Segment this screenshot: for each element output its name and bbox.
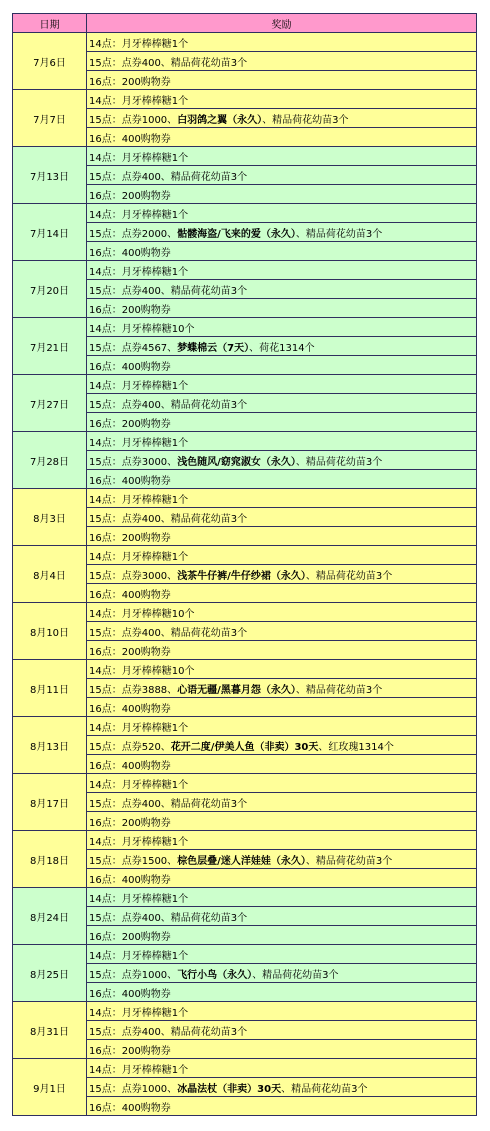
reward-cell	[87, 774, 477, 793]
reward-cell	[87, 204, 477, 223]
reward-text: 15点：点券4567、	[89, 342, 178, 354]
reward-text: 14点：月牙棒棒糖1个	[89, 494, 189, 506]
table-body	[13, 33, 477, 1116]
table-row	[13, 375, 477, 394]
reward-text: 、精品荷花幼苗3个	[295, 228, 383, 240]
reward-cell	[87, 318, 477, 337]
date-cell: 7月6日	[13, 33, 87, 90]
reward-text: 16点：400购物券	[89, 1102, 171, 1114]
reward-text: 16点：200购物券	[89, 817, 171, 829]
reward-cell	[87, 147, 477, 166]
reward-cell	[87, 109, 477, 128]
reward-item-name: 棕色层叠/迷人洋娃娃（永久）	[177, 855, 306, 867]
reward-text: 16点：400购物券	[89, 589, 171, 601]
reward-text: 15点：点券400、精品荷花幼苗3个	[89, 627, 248, 639]
reward-item-name: 梦蝶棉云（7天）	[177, 342, 250, 354]
reward-text: 15点：点券400、精品荷花幼苗3个	[89, 171, 248, 183]
table-row	[13, 546, 477, 565]
reward-text: 14点：月牙棒棒糖1个	[89, 1064, 189, 1076]
reward-text: 14点：月牙棒棒糖1个	[89, 380, 189, 392]
reward-text: 、精品荷花幼苗3个	[305, 570, 393, 582]
reward-cell	[87, 850, 477, 869]
reward-text: 14点：月牙棒棒糖1个	[89, 779, 189, 791]
reward-cell	[87, 717, 477, 736]
reward-text: 15点：点券400、精品荷花幼苗3个	[89, 798, 248, 810]
table-row	[13, 90, 477, 109]
reward-cell	[87, 52, 477, 71]
reward-text: 16点：200购物券	[89, 646, 171, 658]
reward-cell	[87, 983, 477, 1002]
reward-text: 15点：点券1000、	[89, 969, 178, 981]
reward-cell	[87, 736, 477, 755]
reward-cell	[87, 793, 477, 812]
reward-cell	[87, 432, 477, 451]
reward-text: 、精品荷花幼苗3个	[295, 456, 383, 468]
reward-text: 16点：400购物券	[89, 988, 171, 1000]
date-cell: 8月25日	[13, 945, 87, 1002]
reward-text: 16点：400购物券	[89, 133, 171, 145]
reward-cell	[87, 337, 477, 356]
reward-text: 15点：点券400、精品荷花幼苗3个	[89, 285, 248, 297]
date-cell: 8月17日	[13, 774, 87, 831]
reward-text: 14点：月牙棒棒糖1个	[89, 209, 189, 221]
reward-text: 14点：月牙棒棒糖10个	[89, 665, 195, 677]
reward-text: 、精品荷花幼苗3个	[252, 969, 339, 981]
reward-text: 15点：点券3000、	[89, 456, 178, 468]
reward-text: 、精品荷花幼苗3个	[295, 684, 383, 696]
reward-column-header: 奖励	[87, 14, 477, 33]
reward-cell	[87, 755, 477, 774]
reward-cell	[87, 1097, 477, 1116]
reward-cell	[87, 375, 477, 394]
reward-text: 、荷花1314个	[249, 342, 315, 354]
reward-cell	[87, 166, 477, 185]
reward-cell	[87, 394, 477, 413]
reward-text: 14点：月牙棒棒糖10个	[89, 608, 195, 620]
table-row	[13, 717, 477, 736]
reward-text: 16点：200购物券	[89, 1045, 171, 1057]
date-cell: 8月31日	[13, 1002, 87, 1059]
date-cell: 8月11日	[13, 660, 87, 717]
date-cell: 8月18日	[13, 831, 87, 888]
reward-text: 14点：月牙棒棒糖1个	[89, 266, 189, 278]
table-row	[13, 774, 477, 793]
date-cell: 8月24日	[13, 888, 87, 945]
reward-text: 16点：400购物券	[89, 760, 171, 772]
reward-text: 16点：400购物券	[89, 703, 171, 715]
table-header-row	[13, 14, 477, 33]
reward-text: 14点：月牙棒棒糖1个	[89, 437, 189, 449]
reward-cell	[87, 831, 477, 850]
table-row	[13, 831, 477, 850]
reward-cell	[87, 356, 477, 375]
date-cell: 7月21日	[13, 318, 87, 375]
reward-text: 14点：月牙棒棒糖1个	[89, 551, 189, 563]
reward-item-name: 花开二度/伊美人鱼（非卖）30天	[170, 741, 319, 753]
reward-cell	[87, 223, 477, 242]
reward-item-name: 白羽鸽之翼（永久）	[177, 114, 263, 126]
table-row	[13, 261, 477, 280]
reward-cell	[87, 1078, 477, 1097]
table-row	[13, 660, 477, 679]
reward-cell	[87, 964, 477, 983]
reward-cell	[87, 546, 477, 565]
reward-schedule-table	[12, 13, 477, 1116]
reward-cell	[87, 926, 477, 945]
reward-text: 14点：月牙棒棒糖1个	[89, 722, 189, 734]
table-row	[13, 204, 477, 223]
reward-cell	[87, 185, 477, 204]
table-row	[13, 489, 477, 508]
reward-cell	[87, 1040, 477, 1059]
reward-cell	[87, 869, 477, 888]
reward-text: 15点：点券3888、	[89, 684, 178, 696]
reward-item-name: 浅茶牛仔裤/牛仔纱裙（永久）	[177, 570, 306, 582]
date-cell: 7月7日	[13, 90, 87, 147]
reward-cell	[87, 33, 477, 52]
reward-text: 15点：点券400、精品荷花幼苗3个	[89, 912, 248, 924]
reward-text: 16点：200购物券	[89, 532, 171, 544]
reward-cell	[87, 508, 477, 527]
reward-text: 14点：月牙棒棒糖1个	[89, 836, 189, 848]
date-column-header: 日期	[13, 14, 87, 33]
reward-text: 15点：点券3000、	[89, 570, 178, 582]
reward-text: 14点：月牙棒棒糖1个	[89, 38, 189, 50]
reward-text: 16点：400购物券	[89, 361, 171, 373]
table-row	[13, 1059, 477, 1078]
reward-text: 、精品荷花幼苗3个	[281, 1083, 368, 1095]
table-row	[13, 432, 477, 451]
table-row	[13, 1002, 477, 1021]
date-cell: 8月13日	[13, 717, 87, 774]
reward-cell	[87, 660, 477, 679]
reward-cell	[87, 489, 477, 508]
reward-cell	[87, 812, 477, 831]
reward-item-name: 浅色随风/窈窕淑女（永久）	[177, 456, 296, 468]
reward-cell	[87, 451, 477, 470]
reward-cell	[87, 1021, 477, 1040]
reward-cell	[87, 470, 477, 489]
reward-text: 、精品荷花幼苗3个	[262, 114, 349, 126]
reward-item-name: 心语无疆/黑暮月怨（永久）	[177, 684, 296, 696]
reward-item-name: 冰晶法杖（非卖）30天	[177, 1083, 282, 1095]
reward-item-name: 骷髅海盗/飞来的爱（永久）	[177, 228, 296, 240]
table-row	[13, 603, 477, 622]
reward-text: 15点：点券1000、	[89, 114, 178, 126]
date-cell: 7月13日	[13, 147, 87, 204]
reward-text: 16点：400购物券	[89, 247, 171, 259]
table-row	[13, 33, 477, 52]
reward-text: 15点：点券400、精品荷花幼苗3个	[89, 1026, 248, 1038]
reward-text: 16点：400购物券	[89, 475, 171, 487]
reward-cell	[87, 907, 477, 926]
reward-cell	[87, 641, 477, 660]
reward-item-name: 飞行小鸟（永久）	[177, 969, 253, 981]
reward-cell	[87, 945, 477, 964]
reward-text: 16点：200购物券	[89, 304, 171, 316]
reward-cell	[87, 242, 477, 261]
reward-text: 15点：点券400、精品荷花幼苗3个	[89, 57, 248, 69]
table-row	[13, 945, 477, 964]
reward-cell	[87, 413, 477, 432]
reward-cell	[87, 1059, 477, 1078]
reward-cell	[87, 1002, 477, 1021]
reward-text: 14点：月牙棒棒糖1个	[89, 950, 189, 962]
reward-cell	[87, 565, 477, 584]
reward-cell	[87, 679, 477, 698]
reward-cell	[87, 90, 477, 109]
reward-text: 14点：月牙棒棒糖1个	[89, 152, 189, 164]
table-row	[13, 888, 477, 907]
reward-text: 16点：200购物券	[89, 76, 171, 88]
date-cell: 7月14日	[13, 204, 87, 261]
date-cell: 9月1日	[13, 1059, 87, 1116]
reward-cell	[87, 261, 477, 280]
date-cell: 8月4日	[13, 546, 87, 603]
table-row	[13, 318, 477, 337]
reward-text: 15点：点券400、精品荷花幼苗3个	[89, 399, 248, 411]
reward-cell	[87, 622, 477, 641]
reward-cell	[87, 527, 477, 546]
table-row	[13, 147, 477, 166]
reward-text: 15点：点券1500、	[89, 855, 178, 867]
date-cell: 7月28日	[13, 432, 87, 489]
reward-text: 14点：月牙棒棒糖1个	[89, 95, 189, 107]
reward-text: 15点：点券520、	[89, 741, 171, 753]
reward-text: 16点：200购物券	[89, 190, 171, 202]
reward-cell	[87, 603, 477, 622]
reward-text: 14点：月牙棒棒糖10个	[89, 323, 195, 335]
reward-text: 16点：400购物券	[89, 874, 171, 886]
reward-cell	[87, 280, 477, 299]
reward-text: 14点：月牙棒棒糖1个	[89, 893, 189, 905]
reward-text: 15点：点券2000、	[89, 228, 178, 240]
reward-text: 、精品荷花幼苗3个	[305, 855, 393, 867]
reward-cell	[87, 698, 477, 717]
reward-text: 16点：200购物券	[89, 931, 171, 943]
date-cell: 7月20日	[13, 261, 87, 318]
reward-cell	[87, 128, 477, 147]
reward-cell	[87, 584, 477, 603]
date-cell: 8月3日	[13, 489, 87, 546]
reward-text: 15点：点券400、精品荷花幼苗3个	[89, 513, 248, 525]
reward-text: 、红玫瑰1314个	[318, 741, 394, 753]
reward-text: 16点：200购物券	[89, 418, 171, 430]
reward-text: 15点：点券1000、	[89, 1083, 178, 1095]
reward-text: 14点：月牙棒棒糖1个	[89, 1007, 189, 1019]
date-cell: 7月27日	[13, 375, 87, 432]
reward-cell	[87, 71, 477, 90]
reward-cell	[87, 888, 477, 907]
reward-cell	[87, 299, 477, 318]
date-cell: 8月10日	[13, 603, 87, 660]
